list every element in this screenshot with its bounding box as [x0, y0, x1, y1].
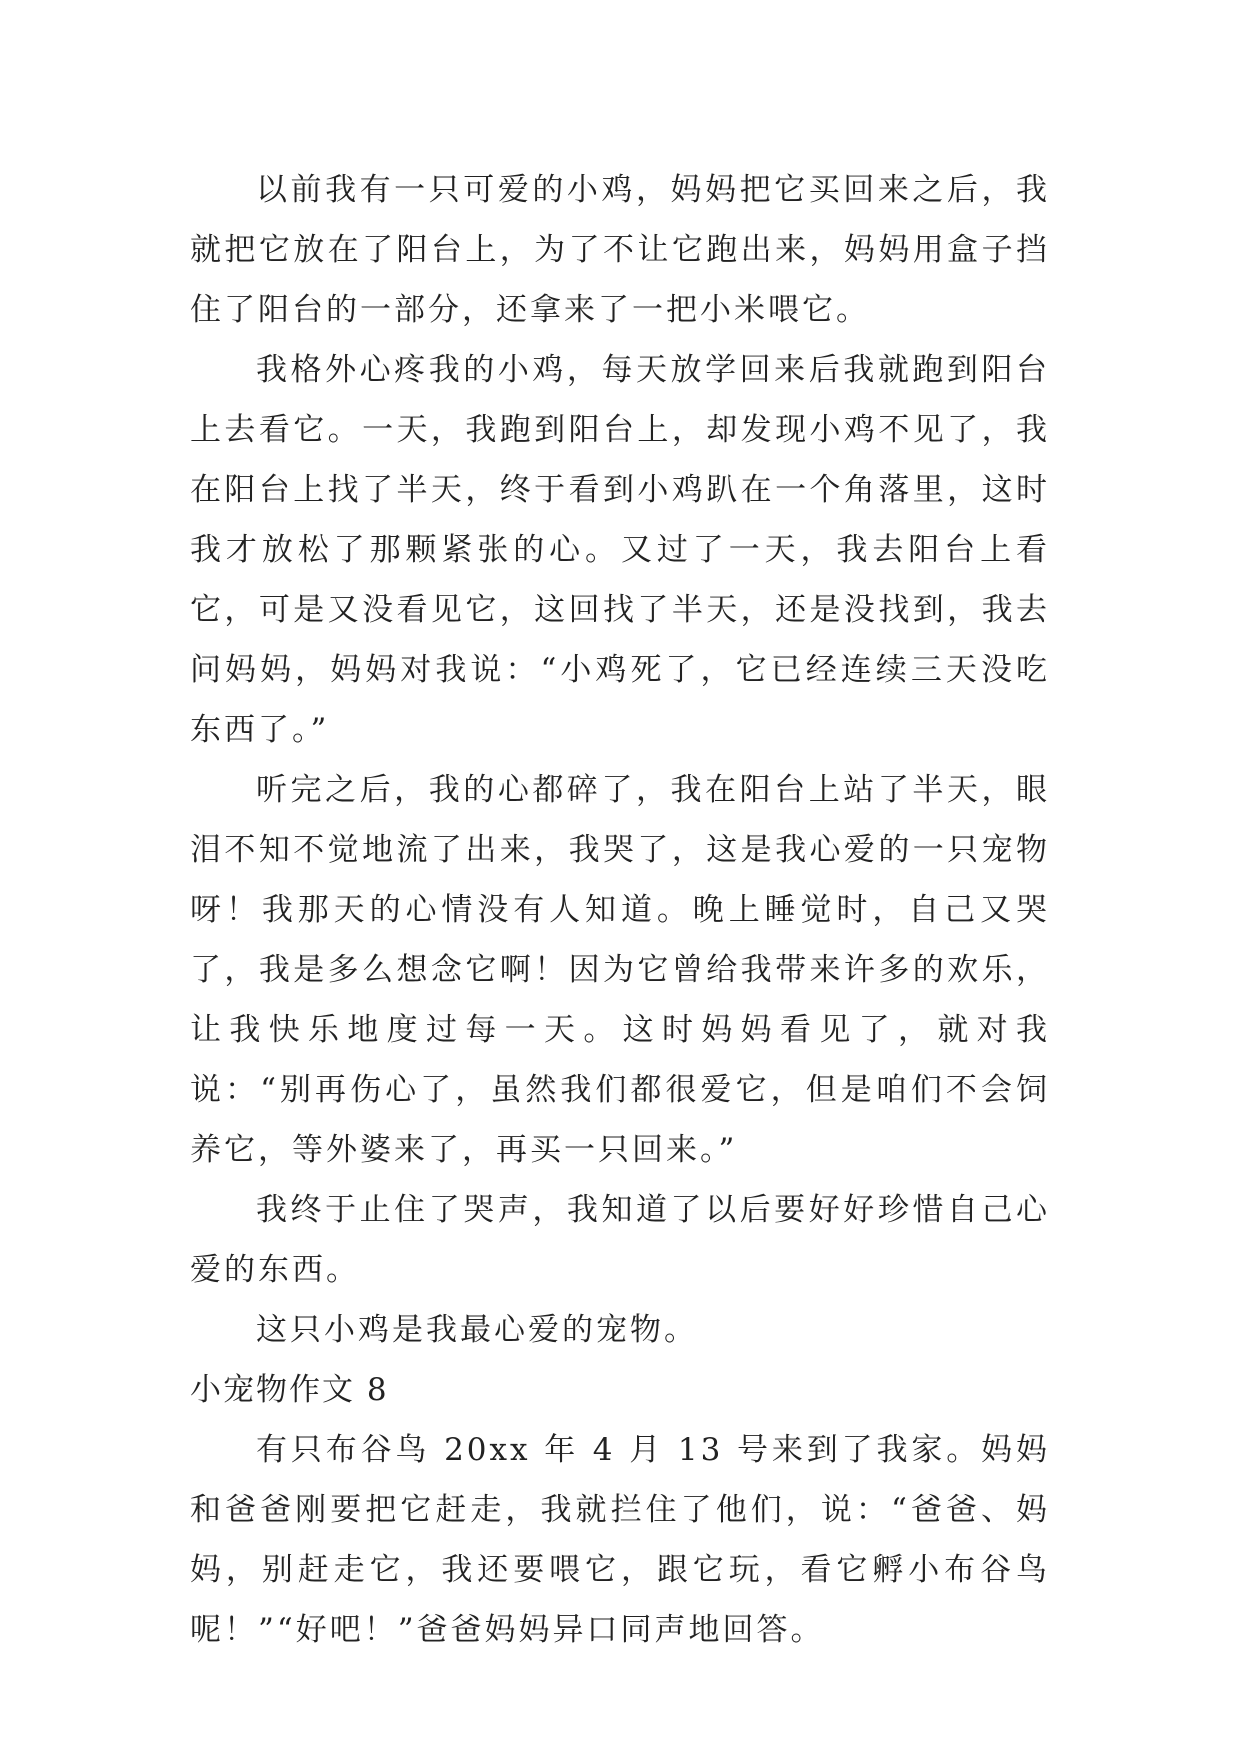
- paragraph: 我格外心疼我的小鸡，每天放学回来后我就跑到阳台上去看它。一天，我跑到阳台上，却发现小鸡不见了，我在阳台上找了半天，终于看到小鸡趴在一个角落里，这时我才放松了那颗紧张的心。又过了一天，我去阳台上看它，可是又没看见它，这回找了半天，还是没找到，我去问妈妈，妈妈对我说：“小鸡死了，它已经连续三天没吃东西了。”: [190, 352, 1050, 748]
- paragraph: 听完之后，我的心都碎了，我在阳台上站了半天，眼泪不知不觉地流了出来，我哭了，这是我心爱的一只宠物呀！我那天的心情没有人知道。晚上睡觉时，自己又哭了，我是多么想念它啊！因为它曾给我带来许多的欢乐，让我快乐地度过每一天。这时妈妈看见了，就对我说：“别再伤心了，虽然我们都很爱它，但是咱们不会饲养它，等外婆来了，再买一只回来。”: [190, 772, 1050, 1168]
- document-body: [190, 160, 1050, 1660]
- section-heading: 小宠物作文 8: [190, 1372, 389, 1408]
- paragraph: 有只布谷鸟 20xx 年 4 月 13 号来到了我家。妈妈和爸爸刚要把它赶走，我就拦住了他们，说：“爸爸、妈妈，别赶走它，我还要喂它，跟它玩，看它孵小布谷鸟呢！”“好吧！”爸爸妈妈异口同声地回答。: [190, 1432, 1050, 1648]
- paragraph: 我终于止住了哭声，我知道了以后要好好珍惜自己心爱的东西。: [190, 1192, 1050, 1288]
- paragraph: 以前我有一只可爱的小鸡，妈妈把它买回来之后，我就把它放在了阳台上，为了不让它跑出来，妈妈用盒子挡住了阳台的一部分，还拿来了一把小米喂它。: [190, 172, 1050, 328]
- paragraph: 这只小鸡是我最心爱的宠物。: [256, 1312, 698, 1348]
